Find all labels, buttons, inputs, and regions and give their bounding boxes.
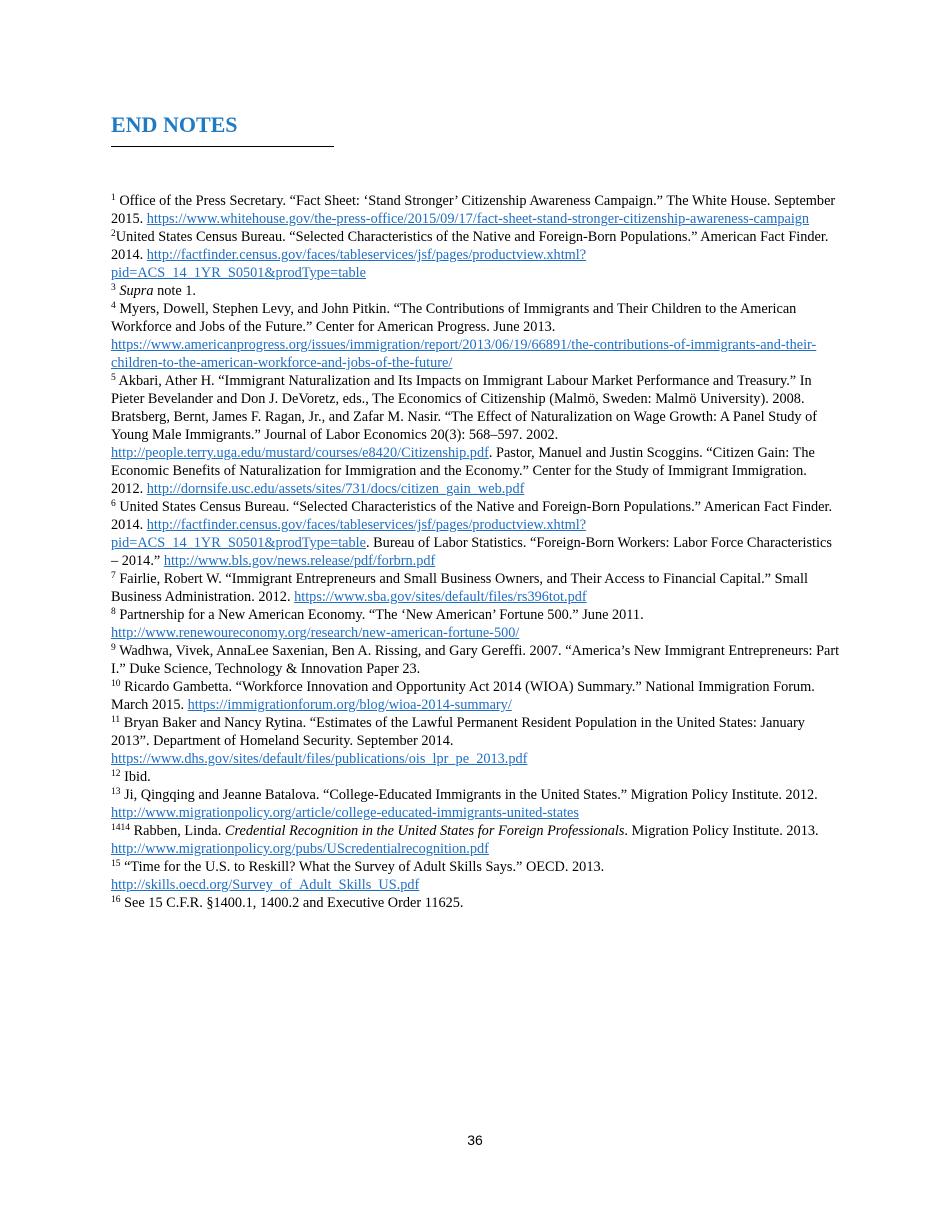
endnote-number: 1 <box>111 193 116 203</box>
endnote-link[interactable]: http://www.migrationpolicy.org/pubs/UScredentialrecognition.pdf <box>111 841 489 857</box>
endnote-link[interactable]: http://people.terry.uga.edu/mustard/courses/e8420/Citizenship.pdf <box>111 445 489 461</box>
endnote-number: 11 <box>111 715 121 725</box>
endnote-item <box>111 822 841 858</box>
endnote-link[interactable]: https://immigrationforum.org/blog/wioa-2014-summary/ <box>187 697 512 713</box>
endnote-number: 3 <box>111 283 116 293</box>
endnote-link[interactable]: https://www.dhs.gov/sites/default/files/publications/ois_lpr_pe_2013.pdf <box>111 751 528 767</box>
endnote-text: Fairlie, Robert W. “Immigrant Entrepreneurs and Small Business Owners, and Their Access to Financial Capital.” Small Business Administration. 2012. <box>111 571 808 605</box>
endnote-text: . Pastor, Manuel and Justin Scoggins. “Citizen Gain: The Economic Benefits of Naturalization for Immigration and the Economy.” Center for the Study of Immigrant Immigration. 2012. <box>111 445 815 497</box>
endnote-number: 7 <box>111 571 116 581</box>
endnote-item <box>111 228 841 282</box>
endnote-text: Ibid. <box>124 769 151 785</box>
endnote-text: United States Census Bureau. “Selected Characteristics of the Native and Foreign-Born Populations.” American Fact Finder. 2014. <box>111 499 833 533</box>
endnotes-list <box>111 192 841 912</box>
endnote-item <box>111 786 841 822</box>
endnote-item <box>111 192 841 228</box>
endnote-link[interactable]: http://www.bls.gov/news.release/pdf/forbrn.pdf <box>163 553 436 569</box>
endnote-number: 13 <box>111 787 121 797</box>
endnote-link[interactable]: https://www.sba.gov/sites/default/files/rs396tot.pdf <box>294 589 587 605</box>
endnote-number: 12 <box>111 769 121 779</box>
endnote-item <box>111 570 841 606</box>
endnote-text: . Migration Policy Institute. 2013. <box>624 823 819 839</box>
endnote-number: 2 <box>111 229 116 239</box>
endnote-item <box>111 282 841 300</box>
endnote-text: Bryan Baker and Nancy Rytina. “Estimates of the Lawful Permanent Resident Population in the United States: January 2013”. Department of Homeland Security. September 2014. <box>111 715 805 749</box>
endnote-item <box>111 372 841 498</box>
endnote-number: 15 <box>111 859 121 869</box>
endnote-number: 16 <box>111 895 121 905</box>
endnote-text: Akbari, Ather H. “Immigrant Naturalization and Its Impacts on Immigrant Labour Market Performance and Treasury.” In Pieter Bevelander and Don J. DeVoretz, eds., The Economics of Citizenship (Malmö, Sweden: Malmö University). 2008. Bratsberg, Bernt, James F. Ragan, Jr., and Zafar M. Nasir. “The Effect of Naturalization on Wage Growth: A Panel Study of Young Male Immigrants.” Journal of Labor Economics 20(3): 568–597. 2002. <box>111 373 818 443</box>
endnote-link[interactable]: https://www.americanprogress.org/issues/immigration/report/2013/06/19/66891/the-contributions-of-immigrants-and-their-children-to-the-american-workforce-and-jobs-of-the-future/ <box>111 337 817 371</box>
endnote-number: 6 <box>111 499 116 509</box>
endnote-link[interactable]: http://factfinder.census.gov/faces/tableservices/jsf/pages/productview.xhtml?pid=ACS_14_1YR_S0501&prodType=table <box>111 517 587 551</box>
endnote-link[interactable]: http://www.renewoureconomy.org/research/new-american-fortune-500/ <box>111 625 520 641</box>
endnote-item <box>111 858 841 894</box>
endnote-link[interactable]: https://www.whitehouse.gov/the-press-office/2015/09/17/fact-sheet-stand-stronger-citizenship-awareness-campaign <box>146 211 810 227</box>
endnote-number: 8 <box>111 607 116 617</box>
endnote-text: note 1. <box>153 283 196 299</box>
endnote-number: 10 <box>111 679 121 689</box>
endnote-link[interactable]: http://dornsife.usc.edu/assets/sites/731/docs/citizen_gain_web.pdf <box>146 481 525 497</box>
endnote-text: Ricardo Gambetta. “Workforce Innovation and Opportunity Act 2014 (WIOA) Summary.” National Immigration Forum. March 2015. <box>111 679 815 713</box>
endnote-item <box>111 642 841 678</box>
endnote-link[interactable]: http://skills.oecd.org/Survey_of_Adult_Skills_US.pdf <box>111 877 420 893</box>
endnote-number: 5 <box>111 373 116 383</box>
endnote-text: . Bureau of Labor Statistics. “Foreign-Born Workers: Labor Force Characteristics – 2014.” <box>111 535 832 569</box>
endnote-text: Wadhwa, Vivek, AnnaLee Saxenian, Ben A. Rissing, and Gary Gereffi. 2007. “America’s New Immigrant Entrepreneurs: Part I.” Duke Science, Technology & Innovation Paper 23. <box>111 643 840 677</box>
endnote-text: United States Census Bureau. “Selected Characteristics of the Native and Foreign-Born Populations.” American Fact Finder. 2014. <box>111 229 829 263</box>
page-number: 36 <box>467 1132 483 1148</box>
endnote-text: Supra <box>119 283 154 299</box>
endnote-item <box>111 894 841 912</box>
endnote-item <box>111 678 841 714</box>
title-underline <box>111 146 334 147</box>
endnote-text: Partnership for a New American Economy. “The ‘New American’ Fortune 500.” June 2011. <box>119 607 644 623</box>
endnote-link[interactable]: http://www.migrationpolicy.org/article/college-educated-immigrants-united-states <box>111 805 579 821</box>
endnote-text: Myers, Dowell, Stephen Levy, and John Pitkin. “The Contributions of Immigrants and Their Children to the American Workforce and Jobs of the Future.” Center for American Progress. June 2013. <box>111 301 797 335</box>
page-title: END NOTES <box>111 112 238 137</box>
endnote-text: Ji, Qingqing and Jeanne Batalova. “College-Educated Immigrants in the United States.” Migration Policy Institute. 2012. <box>124 787 818 803</box>
endnote-number: 1414 <box>111 823 130 833</box>
endnote-item <box>111 768 841 786</box>
endnote-item <box>111 498 841 570</box>
endnote-text: Credential Recognition in the United States for Foreign Professionals <box>224 823 625 839</box>
endnote-number: 4 <box>111 301 116 311</box>
endnote-text: Office of the Press Secretary. “Fact Sheet: ‘Stand Stronger’ Citizenship Awareness Campaign.” The White House. September 2015. <box>111 193 836 227</box>
endnote-item <box>111 606 841 642</box>
endnote-text: Rabben, Linda. <box>133 823 225 839</box>
endnote-item <box>111 300 841 372</box>
endnote-text: See 15 C.F.R. §1400.1, 1400.2 and Executive Order 11625. <box>124 895 464 911</box>
endnote-item <box>111 714 841 768</box>
endnote-text: “Time for the U.S. to Reskill? What the Survey of Adult Skills Says.” OECD. 2013. <box>124 859 605 875</box>
endnote-number: 9 <box>111 643 116 653</box>
endnote-link[interactable]: http://factfinder.census.gov/faces/tableservices/jsf/pages/productview.xhtml?pid=ACS_14_1YR_S0501&prodType=table <box>111 247 587 281</box>
